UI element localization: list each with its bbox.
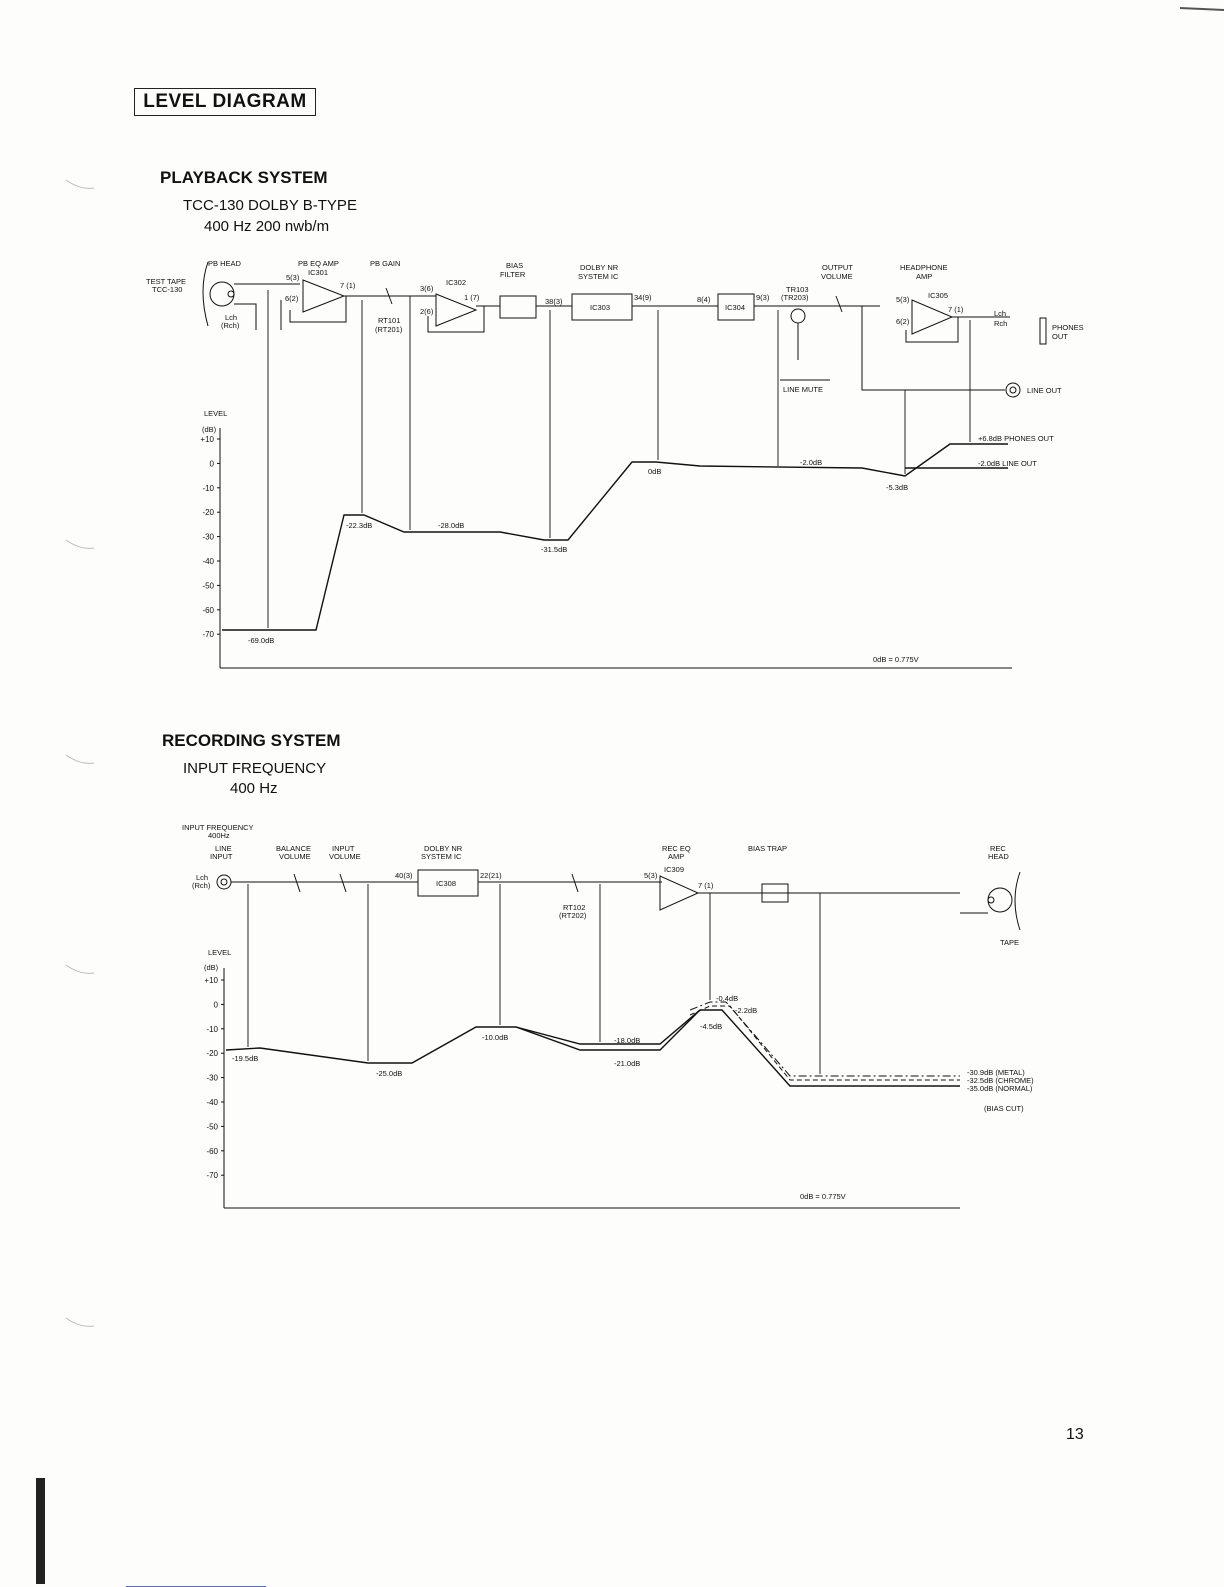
recording-chart — [204, 884, 1034, 1208]
line-mute-label: LINE MUTE — [783, 385, 824, 394]
svg-text:7 (1): 7 (1) — [340, 281, 356, 290]
svg-text:HEADPHONE: HEADPHONE — [900, 263, 948, 272]
svg-text:6(2): 6(2) — [896, 317, 910, 326]
svg-text:(BIAS CUT): (BIAS CUT) — [984, 1104, 1024, 1113]
svg-text:LINE: LINE — [215, 844, 232, 853]
svg-text:-2.0dB LINE OUT: -2.0dB LINE OUT — [978, 459, 1037, 468]
svg-text:DOLBY NR: DOLBY NR — [580, 263, 619, 272]
y-tick-label: -50 — [206, 1122, 218, 1132]
y-tick-label: -70 — [206, 1171, 218, 1181]
svg-text:Lch: Lch — [994, 309, 1007, 318]
svg-text:9(3): 9(3) — [756, 293, 770, 302]
bias-filter-block — [500, 296, 536, 318]
test-tape-model-label: TCC-130 — [152, 285, 183, 294]
svg-text:1 (7): 1 (7) — [464, 293, 480, 302]
y-tick-label: -60 — [202, 605, 214, 615]
svg-text:-2.2dB: -2.2dB — [735, 1006, 758, 1015]
tr103-transistor-icon — [791, 309, 805, 323]
binder-hole-marks — [66, 180, 94, 1326]
svg-text:VOLUME: VOLUME — [329, 852, 361, 861]
svg-text:DOLBY NR: DOLBY NR — [424, 844, 463, 853]
y-tick-label: -40 — [202, 557, 214, 566]
svg-text:40(3): 40(3) — [395, 871, 413, 880]
svg-text:7 (1): 7 (1) — [698, 881, 714, 890]
svg-text:(TR203): (TR203) — [781, 293, 809, 302]
svg-text:VOLUME: VOLUME — [279, 852, 311, 861]
playback-chart — [200, 290, 1054, 668]
playback-schematic — [146, 259, 1084, 397]
pb-head-icon — [210, 282, 234, 306]
svg-text:-30.9dB (METAL): -30.9dB (METAL) — [967, 1068, 1025, 1077]
y-tick-label: -20 — [206, 1049, 218, 1059]
svg-text:IC304: IC304 — [725, 303, 746, 312]
svg-text:BALANCE: BALANCE — [276, 844, 312, 853]
svg-text:+6.8dB PHONES OUT: +6.8dB PHONES OUT — [978, 434, 1054, 443]
pb-head-rch: (Rch) — [221, 321, 240, 330]
y-tick-label: 0 — [209, 459, 214, 469]
y-tick-label: +10 — [200, 435, 214, 444]
y-tick-label: 0 — [213, 1000, 218, 1010]
svg-text:(RT202): (RT202) — [559, 911, 587, 920]
svg-text:Rch: Rch — [994, 319, 1008, 328]
ic309-label: IC309 — [664, 865, 685, 874]
line-input-jack-icon — [217, 875, 231, 889]
svg-text:8(4): 8(4) — [697, 295, 711, 304]
ic305-label: IC305 — [928, 291, 949, 300]
y-tick-label: -40 — [206, 1098, 218, 1107]
phones-jack-icon — [1040, 318, 1046, 344]
svg-text:400Hz: 400Hz — [208, 831, 230, 840]
y-tick-label: +10 — [204, 976, 218, 985]
svg-text:BIAS: BIAS — [506, 261, 524, 270]
ic301-label: IC301 — [308, 268, 329, 277]
playback-subtitle-1: TCC-130 DOLBY B-TYPE — [183, 197, 357, 214]
recording-subtitle-1: INPUT FREQUENCY — [183, 760, 327, 777]
svg-text:-18.0dB: -18.0dB — [614, 1036, 641, 1045]
svg-text:-69.0dB: -69.0dB — [248, 636, 275, 645]
y-tick-label: -10 — [206, 1024, 218, 1034]
playback-subtitle-2: 400 Hz 200 nwb/m — [204, 218, 330, 235]
svg-text:(Rch): (Rch) — [192, 881, 211, 890]
bias-trap-label: BIAS TRAP — [748, 844, 788, 853]
page-number: 13 — [1066, 1426, 1084, 1443]
recording-level-unit: (dB) — [204, 963, 219, 972]
line-out-jack-icon — [1006, 383, 1020, 397]
svg-text:3(6): 3(6) — [420, 284, 434, 293]
svg-text:INPUT FREQUENCY: INPUT FREQUENCY — [182, 823, 254, 832]
svg-text:0dB = 0.775V: 0dB = 0.775V — [873, 655, 919, 664]
tape-label: TAPE — [1000, 938, 1020, 947]
ic301-opamp-icon — [303, 280, 344, 312]
svg-text:5(3): 5(3) — [644, 871, 658, 880]
y-tick-label: -20 — [202, 508, 214, 518]
svg-text:-19.5dB: -19.5dB — [232, 1054, 259, 1063]
ic309-opamp-icon — [660, 876, 698, 910]
recording-subtitle-2: 400 Hz — [230, 780, 278, 797]
recording-title: RECORDING SYSTEM — [162, 731, 341, 750]
y-tick-label: -50 — [202, 581, 214, 591]
svg-text:INPUT: INPUT — [332, 844, 355, 853]
svg-text:-31.5dB: -31.5dB — [541, 545, 568, 554]
svg-text:AMP: AMP — [668, 852, 685, 861]
recording-schematic — [182, 823, 1020, 947]
svg-text:(RT201): (RT201) — [375, 325, 403, 334]
line-out-label: LINE OUT — [1027, 386, 1062, 395]
svg-text:34(9): 34(9) — [634, 293, 652, 302]
svg-text:-25.0dB: -25.0dB — [376, 1069, 403, 1078]
svg-text:FILTER: FILTER — [500, 270, 526, 279]
svg-text:5(3): 5(3) — [896, 295, 910, 304]
svg-text:OUT: OUT — [1052, 332, 1068, 341]
svg-text:0dB = 0.775V: 0dB = 0.775V — [800, 1192, 846, 1201]
svg-text:6(2): 6(2) — [285, 294, 299, 303]
svg-text:38(3): 38(3) — [545, 297, 563, 306]
svg-text:OUTPUT: OUTPUT — [822, 263, 853, 272]
svg-text:SYSTEM IC: SYSTEM IC — [578, 272, 619, 281]
svg-text:-35.0dB (NORMAL): -35.0dB (NORMAL) — [967, 1084, 1033, 1093]
svg-text:-5.3dB: -5.3dB — [886, 483, 909, 492]
rec-head-icon — [988, 888, 1012, 912]
playback-level-unit: (dB) — [202, 425, 217, 434]
svg-text:REC EQ: REC EQ — [662, 844, 691, 853]
svg-text:0dB: 0dB — [648, 467, 662, 476]
svg-text:-0.4dB: -0.4dB — [716, 994, 739, 1003]
svg-text:-2.0dB: -2.0dB — [800, 458, 823, 467]
svg-text:SYSTEM IC: SYSTEM IC — [421, 852, 462, 861]
test-tape-label: TEST TAPE — [146, 277, 187, 286]
svg-text:Lch: Lch — [196, 873, 209, 882]
svg-text:IC308: IC308 — [436, 879, 457, 888]
svg-text:22(21): 22(21) — [480, 871, 502, 880]
y-tick-label: -70 — [202, 630, 214, 640]
svg-text:AMP: AMP — [916, 272, 933, 281]
svg-text:REC: REC — [990, 844, 1006, 853]
pb-head-label: PB HEAD — [208, 259, 241, 268]
pb-gain-label: PB GAIN — [370, 259, 401, 268]
svg-text:IC303: IC303 — [590, 303, 611, 312]
svg-text:RT102: RT102 — [563, 903, 586, 912]
svg-text:-21.0dB: -21.0dB — [614, 1059, 641, 1068]
pb-head-lch: Lch — [225, 313, 238, 322]
svg-text:INPUT: INPUT — [210, 852, 233, 861]
page-title: LEVEL DIAGRAM — [134, 88, 316, 116]
svg-text:-32.5dB (CHROME): -32.5dB (CHROME) — [967, 1076, 1034, 1085]
svg-text:2(6): 2(6) — [420, 307, 434, 316]
svg-text:5(3): 5(3) — [286, 273, 300, 282]
playback-level-label: LEVEL — [204, 409, 228, 418]
ic305-opamp-icon — [912, 300, 952, 334]
svg-text:VOLUME: VOLUME — [821, 272, 853, 281]
ic302-label: IC302 — [446, 278, 467, 287]
svg-text:HEAD: HEAD — [988, 852, 1009, 861]
y-tick-label: -30 — [202, 532, 214, 542]
svg-text:-10.0dB: -10.0dB — [482, 1033, 509, 1042]
y-tick-label: -60 — [206, 1146, 218, 1156]
recording-level-label: LEVEL — [208, 948, 232, 957]
svg-text:RT101: RT101 — [378, 316, 401, 325]
svg-text:-22.3dB: -22.3dB — [346, 521, 373, 530]
y-tick-label: -10 — [202, 483, 214, 493]
svg-text:-4.5dB: -4.5dB — [700, 1022, 723, 1031]
svg-text:PHONES: PHONES — [1052, 323, 1084, 332]
pb-eq-amp-label: PB EQ AMP — [298, 259, 339, 268]
svg-text:-28.0dB: -28.0dB — [438, 521, 465, 530]
svg-text:TR103: TR103 — [786, 285, 809, 294]
svg-text:7 (1): 7 (1) — [948, 305, 964, 314]
y-tick-label: -30 — [206, 1073, 218, 1083]
playback-title: PLAYBACK SYSTEM — [160, 168, 328, 187]
